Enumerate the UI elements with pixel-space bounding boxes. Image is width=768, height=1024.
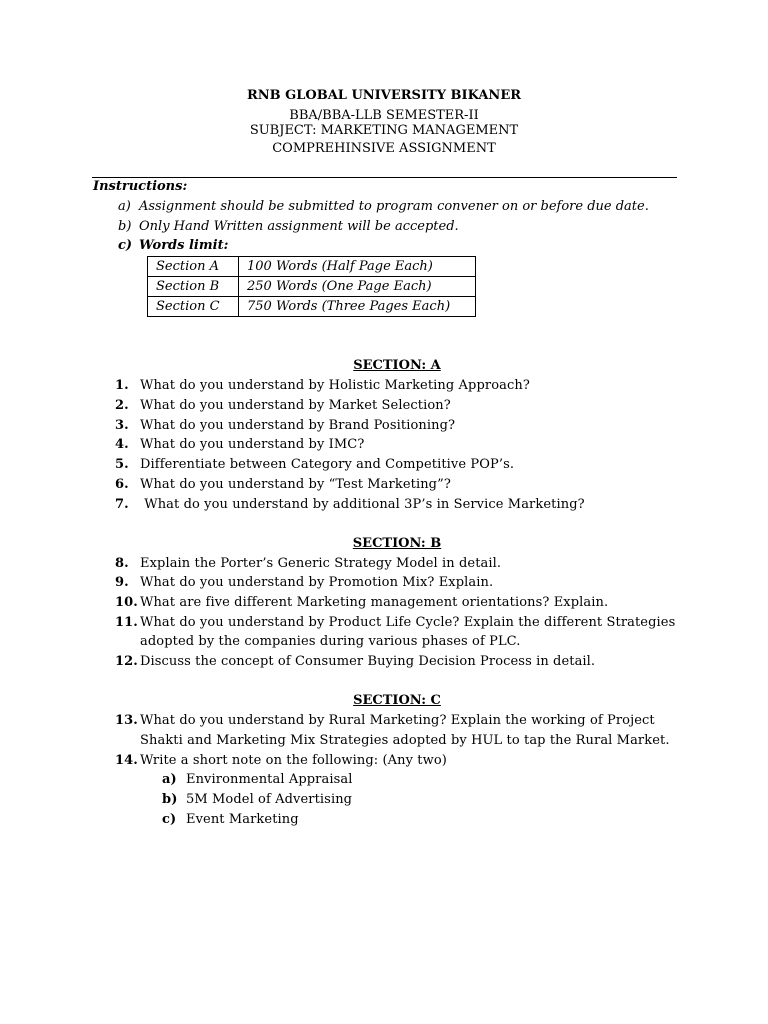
question-item — [115, 574, 493, 591]
sub-item — [162, 791, 352, 808]
question-number: 2. — [115, 398, 129, 413]
program-line: BBA/BBA-LLB SEMESTER-II — [289, 108, 479, 123]
sub-item-text: Environmental Appraisal — [186, 772, 353, 787]
question-text: What do you understand by Rural Marketing? Explain the working of Project — [140, 713, 655, 728]
limit-words: 250 Words (One Page Each) — [239, 277, 476, 297]
section-c-title: SECTION: C — [353, 693, 441, 708]
question-continuation: Shakti and Marketing Mix Strategies adopted by HUL to tap the Rural Market. — [140, 733, 670, 748]
question-number: 12. — [115, 654, 138, 669]
section-a-title: SECTION: A — [353, 358, 441, 373]
instruction-text: Assignment should be submitted to program convener on or before due date. — [139, 199, 649, 214]
question-item — [115, 614, 675, 631]
question-item — [115, 555, 501, 572]
question-text: What do you understand by Market Selection? — [140, 398, 451, 413]
question-number: 10. — [115, 595, 138, 610]
question-number: 4. — [115, 437, 129, 452]
sub-item-text: Event Marketing — [186, 812, 299, 827]
limit-section: Section B — [148, 277, 239, 297]
question-item — [115, 653, 595, 670]
table-row — [148, 277, 476, 297]
question-number: 14. — [115, 753, 138, 768]
question-item — [115, 397, 451, 414]
limit-section: Section A — [148, 257, 239, 277]
question-item — [115, 496, 585, 513]
question-item — [115, 752, 447, 769]
question-text: Differentiate between Category and Competitive POP’s. — [140, 457, 515, 472]
university-name: RNB GLOBAL UNIVERSITY BIKANER — [246, 88, 522, 103]
question-item — [115, 377, 530, 394]
question-text: What do you understand by Promotion Mix? Explain. — [140, 575, 494, 590]
question-number: 11. — [115, 615, 138, 630]
instruction-item — [118, 237, 228, 254]
instruction-text: Only Hand Written assignment will be accepted. — [139, 219, 459, 234]
question-item — [115, 712, 655, 729]
instruction-marker: c) — [118, 238, 133, 253]
sub-item-text: 5M Model of Advertising — [186, 792, 353, 807]
table-row — [148, 257, 476, 277]
question-number: 7. — [115, 497, 129, 512]
instruction-marker: b) — [118, 219, 132, 234]
question-text: What do you understand by Product Life Cycle? Explain the different Strategies — [140, 615, 676, 630]
question-number: 13. — [115, 713, 138, 728]
question-text: What do you understand by additional 3P’s in Service Marketing? — [140, 497, 585, 512]
question-text: What do you understand by IMC? — [140, 437, 365, 452]
assignment-title: COMPREHINSIVE ASSIGNMENT — [272, 141, 496, 156]
sub-item — [162, 811, 299, 828]
sub-item-marker: b) — [162, 792, 178, 807]
question-number: 5. — [115, 457, 129, 472]
limit-words: 750 Words (Three Pages Each) — [239, 297, 476, 317]
question-number: 3. — [115, 418, 129, 433]
question-item — [115, 456, 514, 473]
question-text: What do you understand by Holistic Marketing Approach? — [140, 378, 530, 393]
question-number: 6. — [115, 477, 129, 492]
question-text: Discuss the concept of Consumer Buying Decision Process in detail. — [140, 654, 596, 669]
sub-item-marker: c) — [162, 812, 177, 827]
sub-item-marker: a) — [162, 772, 177, 787]
question-number: 1. — [115, 378, 129, 393]
limit-section: Section C — [148, 297, 239, 317]
question-number: 9. — [115, 575, 129, 590]
question-item — [115, 436, 364, 453]
instruction-marker: a) — [118, 199, 131, 214]
question-text: Explain the Porter’s Generic Strategy Model in detail. — [140, 556, 502, 571]
instructions-title: Instructions: — [93, 179, 188, 194]
section-b-title: SECTION: B — [352, 536, 442, 551]
sub-item — [162, 771, 352, 788]
question-item — [115, 594, 608, 611]
instruction-item — [118, 198, 649, 215]
limit-words: 100 Words (Half Page Each) — [239, 257, 476, 277]
question-text: What do you understand by Brand Positioning? — [140, 418, 456, 433]
subject-line: SUBJECT: MARKETING MANAGEMENT — [249, 123, 519, 138]
instruction-text: Words limit: — [139, 238, 229, 253]
question-text: What are five different Marketing management orientations? Explain. — [140, 595, 609, 610]
question-continuation: adopted by the companies during various phases of PLC. — [140, 634, 521, 649]
question-item — [115, 476, 451, 493]
question-number: 8. — [115, 556, 129, 571]
table-row — [148, 297, 476, 317]
instruction-item — [118, 218, 459, 235]
words-limit-table — [147, 256, 476, 317]
question-item — [115, 417, 455, 434]
question-text: What do you understand by “Test Marketing”? — [140, 477, 451, 492]
question-text: Write a short note on the following: (Any two) — [140, 753, 447, 768]
